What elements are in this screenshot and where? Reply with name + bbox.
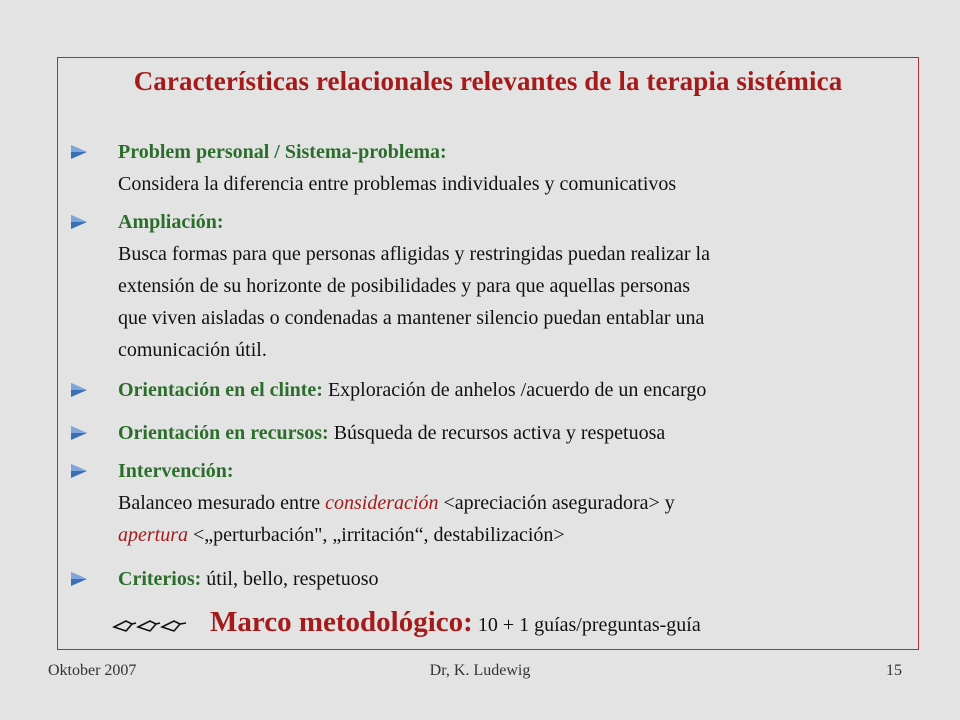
bullet-arrow-icon	[71, 145, 87, 159]
item-text: Exploración de anhelos /acuerdo de un encargo	[322, 379, 707, 401]
item-text: Busca formas para que personas afligidas y restringidas puedan realizar la	[118, 243, 710, 265]
methodology-subtitle: 10 + 1 guías/preguntas-guía	[472, 614, 701, 636]
list-item	[118, 136, 908, 200]
bullet-arrow-icon	[71, 215, 87, 229]
footer-date: Oktober 2007	[48, 662, 137, 679]
emphasis-text: apertura	[118, 524, 188, 546]
footer-author: Dr, K. Ludewig	[429, 662, 531, 679]
item-heading: Criterios:	[118, 568, 202, 590]
list-item	[118, 374, 908, 406]
item-text: <„perturbación", „irritación“, destabilización>	[188, 524, 565, 546]
pointing-hand-icon	[112, 615, 188, 637]
item-heading: Ampliación:	[118, 211, 224, 233]
item-text: comunicación útil.	[118, 339, 267, 361]
item-text: Balanceo mesurado entre	[118, 492, 326, 514]
item-text: extensión de su horizonte de posibilidades y para que aquellas personas	[118, 275, 691, 297]
list-item	[118, 455, 908, 551]
slide-title: Características relacionales relevantes de la terapia sistémica	[133, 66, 843, 96]
slide-frame	[57, 57, 919, 650]
item-text: que viven aisladas o condenadas a mantener silencio puedan entablar una	[118, 307, 705, 329]
item-heading: Problem personal / Sistema-problema:	[118, 141, 447, 163]
item-heading: Orientación en recursos:	[118, 422, 329, 444]
list-item	[118, 206, 908, 366]
page-number: 15	[886, 662, 902, 679]
bullet-arrow-icon	[71, 572, 87, 586]
item-text: útil, bello, respetuoso	[201, 568, 379, 590]
list-item	[118, 563, 908, 595]
item-text: Búsqueda de recursos activa y respetuosa	[328, 422, 666, 444]
list-item	[118, 417, 908, 449]
item-heading: Orientación en el clinte:	[118, 379, 323, 401]
item-text: <apreciación aseguradora> y	[438, 492, 675, 514]
emphasis-text: consideración	[325, 492, 439, 514]
item-text: Considera la diferencia entre problemas individuales y comunicativos	[118, 173, 677, 195]
bullet-arrow-icon	[71, 464, 87, 478]
methodology-line	[112, 606, 701, 639]
bullet-arrow-icon	[71, 426, 87, 440]
bullet-arrow-icon	[71, 383, 87, 397]
methodology-title: Marco metodológico:	[210, 606, 473, 638]
item-heading: Intervención:	[118, 460, 234, 482]
